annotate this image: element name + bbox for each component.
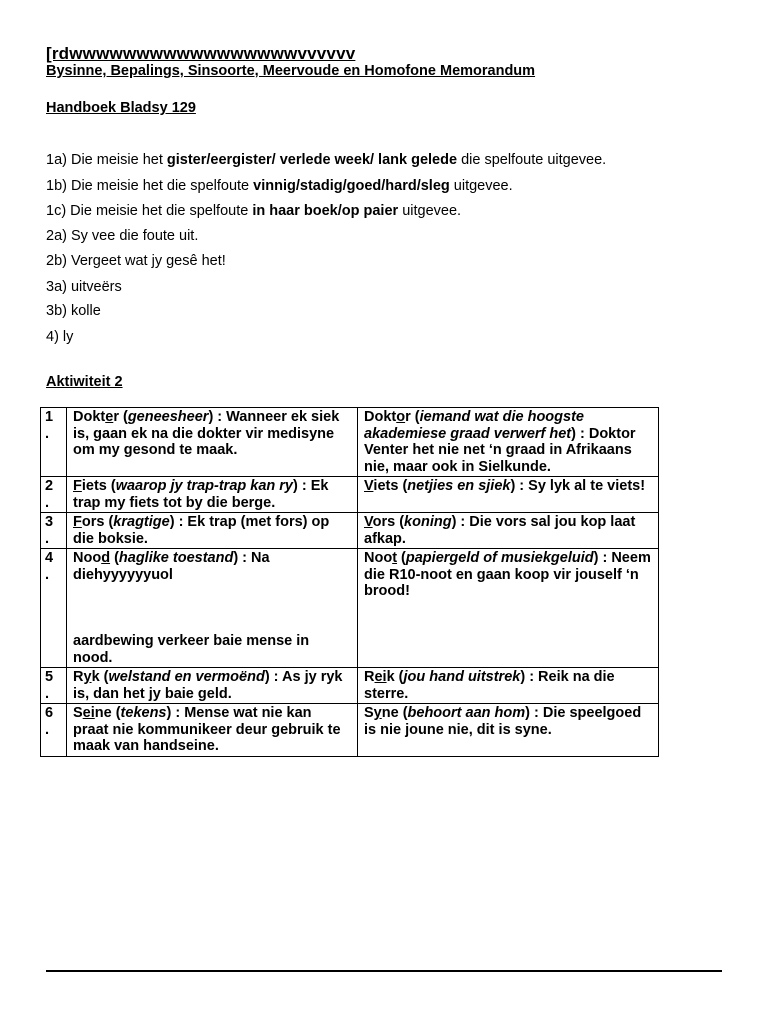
cell-text: ) : Sy lyk al te viets! <box>510 478 646 494</box>
cell-text: ( <box>398 478 408 494</box>
cell-text: ) : As jy ryk is, dan het jy baie geld. <box>73 669 343 702</box>
answer-1b <box>46 178 513 195</box>
cell-text: ne <box>381 705 399 721</box>
cell-text: ) : Mense wat nie kan praat nie kommunikeer deur gebruik te maak van handseine. <box>73 705 341 754</box>
cell-text: ) : Die speelgoed is nie joune nie, dit is syne. <box>364 705 642 738</box>
cell-text: Noo <box>364 550 393 566</box>
answer-text: uitgevee. <box>398 203 462 219</box>
table-row <box>41 477 659 513</box>
differing-letters: t <box>392 550 398 566</box>
answer-text: 1a) Die meisie het <box>46 152 167 168</box>
definition: welstand en vermoënd <box>108 669 265 685</box>
cell-text: ( <box>104 514 114 530</box>
differing-letters: e <box>105 409 114 425</box>
row-number: 3 . <box>41 513 67 549</box>
cell-text: ( <box>99 669 109 685</box>
answer-highlight: gister/eergister/ verlede week/ lank gelede <box>166 152 458 168</box>
definition: waarop jy trap-trap kan ry <box>115 478 293 494</box>
document-heading: [rdwwwwwwwwwwwwwwwwwvvvvvv <box>46 44 356 63</box>
cell-text: ( <box>110 550 119 566</box>
cell-text: S <box>364 705 374 721</box>
table-row <box>41 549 659 668</box>
answer-highlight: vinnig/stadig/goed/hard/sleg <box>253 178 450 194</box>
table-row <box>41 668 659 704</box>
table-row <box>41 704 659 757</box>
cell-text: ( <box>410 409 420 425</box>
answer-3a: 3a) uitveërs <box>46 279 122 295</box>
row-number: 1 . <box>41 408 67 477</box>
definition: behoort aan hom <box>407 705 526 721</box>
answer-3b: 3b) kolle <box>46 303 101 319</box>
document-subtitle: Bysinne, Bepalings, Sinsoorte, Meervoude en Homofone Memorandum <box>46 63 536 79</box>
answer-2a: 2a) Sy vee die foute uit. <box>46 228 199 244</box>
homophone-table <box>40 407 659 757</box>
cell-text: r <box>405 409 411 425</box>
cell-text: ne <box>94 705 112 721</box>
answer-text: uitgevee. <box>449 178 513 194</box>
definition: papiergeld of musiekgeluid <box>405 550 594 566</box>
cell-text: ) : Die vors sal jou kop laat afkap. <box>364 514 636 547</box>
differing-letters: ei <box>82 705 95 721</box>
answer-highlight: in haar boek/op paier <box>252 203 399 219</box>
cell-text: ( <box>394 669 404 685</box>
cell-text: ) : Reik na die sterre. <box>364 669 615 702</box>
cell-text: r <box>113 409 119 425</box>
answer-text: die spelfoute uitgevee. <box>457 152 607 168</box>
differing-letters: d <box>101 550 111 566</box>
word-cell-right <box>358 668 659 704</box>
cell-text: ) : Ek trap (met fors) op die boksie. <box>73 514 330 547</box>
definition: geneesheer <box>127 409 209 425</box>
cell-text: ( <box>106 478 116 494</box>
word-cell-left <box>67 408 358 477</box>
cell-text: ors <box>81 514 105 530</box>
cell-text: iets <box>373 478 399 494</box>
differing-letters: V <box>364 478 374 494</box>
word-cell-left <box>67 549 358 668</box>
row-number: 5 . <box>41 668 67 704</box>
section-heading: Handboek Bladsy 129 <box>46 100 196 116</box>
row-number: 4 . <box>41 549 67 668</box>
cell-text: Dokt <box>364 409 397 425</box>
cell-text: R <box>73 669 84 685</box>
differing-letters: o <box>396 409 406 425</box>
word-cell-right <box>358 477 659 513</box>
definition: netjies en sjiek <box>407 478 511 494</box>
differing-letters: y <box>83 669 92 685</box>
differing-letters: F <box>73 514 82 530</box>
cell-text: Noo <box>73 550 102 566</box>
activity-heading: Aktiwiteit 2 <box>46 374 123 390</box>
cell-text: ( <box>111 705 121 721</box>
cell-text: ) : Ek trap my fiets tot by die berge. <box>73 478 329 511</box>
answer-1c <box>46 203 461 220</box>
cell-text: ) : Doktor Venter het nie net ‘n graad in Afrikaans nie, maar ook in Sielkunde. <box>364 425 636 475</box>
definition: jou hand uitstrek <box>403 669 521 685</box>
answer-text: 1c) Die meisie het die spelfoute <box>46 203 253 219</box>
cell-text: S <box>73 705 83 721</box>
definition: kragtige <box>113 514 170 530</box>
answer-text: 1b) Die meisie het die spelfoute <box>46 178 254 194</box>
word-cell-right <box>358 704 659 757</box>
row-number: 2 . <box>41 477 67 513</box>
word-cell-left <box>67 477 358 513</box>
definition: koning <box>404 514 452 530</box>
cell-text: Dokt <box>73 409 106 425</box>
cell-text: ( <box>395 514 405 530</box>
cell-text: ( <box>398 705 408 721</box>
cell-text: aardbewing verkeer baie mense in nood. <box>73 633 310 666</box>
blank-space <box>73 583 351 633</box>
differing-letters: ei <box>374 669 387 685</box>
definition: iemand wat die hoogste akademiese graad verwerf het <box>364 409 584 442</box>
word-cell-right <box>358 513 659 549</box>
cell-text: ors <box>372 514 396 530</box>
cell-text: iets <box>81 478 107 494</box>
differing-letters: F <box>73 478 82 494</box>
word-cell-right <box>358 408 659 477</box>
table-row <box>41 513 659 549</box>
word-cell-left <box>67 668 358 704</box>
table-row <box>41 408 659 477</box>
differing-letters: y <box>373 705 382 721</box>
answer-4: 4) ly <box>46 329 74 345</box>
cell-text: ) : Wanneer ek siek is, gaan ek na die dokter vir medisyne om my gesond te maak. <box>73 409 340 458</box>
cell-text: k <box>386 669 395 685</box>
answer-2b: 2b) Vergeet wat jy gesê het! <box>46 253 226 269</box>
word-cell-right <box>358 549 659 668</box>
cell-text: R <box>364 669 375 685</box>
definition: haglike toestand <box>118 550 234 566</box>
cell-text: ) : Neem die R10-noot en gaan koop vir jouself ‘n brood! <box>364 550 651 599</box>
cell-text: k <box>91 669 100 685</box>
word-cell-left <box>67 513 358 549</box>
footer-rule <box>46 970 722 972</box>
differing-letters: V <box>364 514 373 530</box>
cell-text: ( <box>397 550 406 566</box>
answer-1a <box>46 152 606 169</box>
cell-text: ) : Na diehyyyyyyuol <box>73 550 270 583</box>
cell-text: ( <box>118 409 128 425</box>
definition: tekens <box>120 705 167 721</box>
word-cell-left <box>67 704 358 757</box>
row-number: 6 . <box>41 704 67 757</box>
